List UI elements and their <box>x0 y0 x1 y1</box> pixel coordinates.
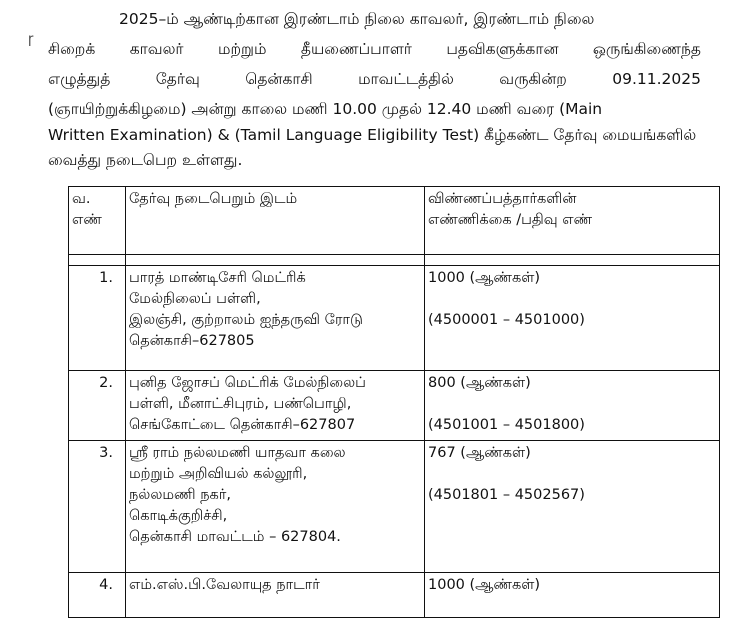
row-count <box>425 441 720 573</box>
table-header-row <box>69 187 720 255</box>
table-spacer-row <box>69 255 720 266</box>
row-serial: 4. <box>69 573 126 618</box>
row-venue <box>126 441 425 573</box>
row-count <box>425 371 720 441</box>
intro-line-3: எழுத்துத் தேர்வு தென்காசி மாவட்டத்தில் வருகின்ற 09.11.2025 <box>48 70 701 88</box>
table-row <box>69 441 720 573</box>
venue-line: ஸ்ரீ ராம் நல்லமணி யாதவா கலை <box>129 445 346 461</box>
venue-line: நல்லமணி நகர், <box>129 487 231 503</box>
header-venue-text: தேர்வு நடைபெறும் இடம் <box>129 191 298 207</box>
row-serial: 3. <box>69 441 126 573</box>
intro-line-6: வைத்து நடைபெற உள்ளது. <box>48 151 243 169</box>
row-serial: 2. <box>69 371 126 441</box>
venue-line: தென்காசி மாவட்டம் – 627804. <box>129 529 341 545</box>
venue-line: புனித ஜோசப் மெட்ரிக் மேல்நிலைப் <box>129 375 366 391</box>
venue-line: இலஞ்சி, குற்றாலம் ஐந்தருவி ரோடு <box>129 312 363 328</box>
row-count <box>425 573 720 618</box>
intro-line-5: Written Examination) & (Tamil Language Eligibility Test) கீழ்கண்ட தேர்வு மையங்களில் <box>48 126 697 144</box>
header-count-line-2: எண்ணிக்கை /பதிவு எண் <box>428 212 593 228</box>
header-venue <box>126 187 425 255</box>
intro-line-4: (ஞாயிற்றுக்கிழமை) அன்று காலை மணி 10.00 முதல் 12.40 மணி வரை (Main <box>48 100 603 118</box>
header-serial-line-1: வ. <box>72 191 91 207</box>
intro-line-2: சிறைக் காவலர் மற்றும் தீயணைப்பாளர் பதவிகளுக்கான ஒருங்கிணைந்த <box>48 40 701 58</box>
table-row <box>69 573 720 618</box>
header-count <box>425 187 720 255</box>
registration-range: (4500001 – 4501000) <box>428 312 585 328</box>
venue-line: கொடிக்குறிச்சி, <box>129 508 228 524</box>
row-count <box>425 266 720 371</box>
venue-line: பள்ளி, மீனாட்சிபுரம், பண்பொழி, <box>129 396 352 412</box>
venue-line: மேல்நிலைப் பள்ளி, <box>129 291 261 307</box>
venue-line: எம்.எஸ்.பி.வேலாயுத நாடார் <box>129 577 320 593</box>
registration-range: (4501801 – 4502567) <box>428 487 585 503</box>
header-count-line-1: விண்ணப்பத்தார்களின் <box>428 191 577 207</box>
venue-line: பாரத் மாண்டிசேரி மெட்ரிக் <box>129 270 306 286</box>
table-row <box>69 371 720 441</box>
intro-line-1: 2025–ம் ஆண்டிற்கான இரண்டாம் நிலை காவலர், இரண்டாம் நிலை <box>119 10 595 28</box>
row-venue <box>126 573 425 618</box>
venue-line: செங்கோட்டை தென்காசி–627807 <box>129 417 356 433</box>
margin-mark: ɼ <box>28 32 34 47</box>
header-serial <box>69 187 126 255</box>
row-venue <box>126 266 425 371</box>
count-value: 767 (ஆண்கள்) <box>428 445 531 461</box>
intro-paragraph <box>0 0 730 180</box>
venue-line: தென்காசி–627805 <box>129 333 255 349</box>
venue-line: மற்றும் அறிவியல் கல்லூரி, <box>129 466 308 482</box>
exam-centers-table <box>68 186 720 618</box>
row-serial: 1. <box>69 266 126 371</box>
table-row <box>69 266 720 371</box>
header-serial-line-2: எண் <box>72 212 102 228</box>
row-venue <box>126 371 425 441</box>
count-value: 1000 (ஆண்கள்) <box>428 577 540 593</box>
registration-range: (4501001 – 4501800) <box>428 417 585 433</box>
count-value: 1000 (ஆண்கள்) <box>428 270 540 286</box>
count-value: 800 (ஆண்கள்) <box>428 375 531 391</box>
